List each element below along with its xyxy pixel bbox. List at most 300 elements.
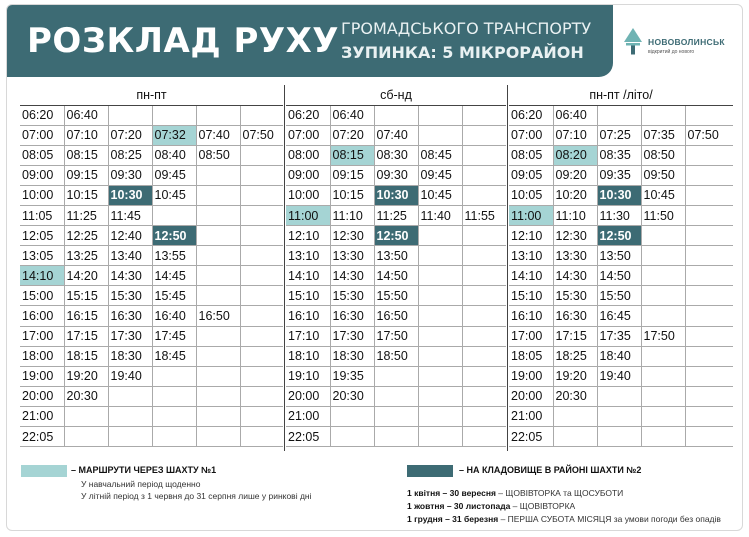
empty-cell [196, 286, 240, 306]
departure-time: 13:10 [286, 246, 330, 266]
departure-time: 07:40 [196, 125, 240, 145]
empty-cell [462, 386, 506, 406]
legend-light-note: У літній період з 1 червня до 31 серпня лише у ринкові дні [81, 491, 312, 501]
departure-time: 16:50 [196, 306, 240, 326]
schedule-row [20, 386, 283, 406]
departure-time: 06:20 [286, 105, 330, 125]
empty-cell [462, 246, 506, 266]
departure-time: 19:20 [553, 366, 597, 386]
empty-cell [196, 326, 240, 346]
departure-time: 13:40 [108, 246, 152, 266]
departure-time: 10:45 [152, 185, 196, 205]
header-band [7, 5, 613, 77]
departure-time: 16:40 [152, 306, 196, 326]
schedule-row [509, 125, 733, 145]
legend-days: – ПЕРША СУБОТА МІСЯЦЯ за умови погоди без опадів [498, 514, 721, 524]
empty-cell [685, 346, 733, 366]
departure-time: 20:30 [553, 386, 597, 406]
legend-light-note: У навчальний період щоденно [81, 479, 201, 489]
empty-cell [597, 427, 641, 447]
legend-light-swatch [21, 465, 67, 477]
schedule-row [286, 406, 506, 426]
schedule-row [286, 326, 506, 346]
empty-cell [418, 266, 462, 286]
departure-time: 06:40 [330, 105, 374, 125]
departure-time: 12:50 [374, 226, 418, 246]
departure-time: 14:10 [286, 266, 330, 286]
empty-cell [374, 386, 418, 406]
departure-time: 15:00 [20, 286, 64, 306]
empty-cell [641, 246, 685, 266]
empty-cell [685, 205, 733, 225]
departure-time: 08:30 [374, 145, 418, 165]
departure-time: 11:00 [509, 205, 553, 225]
departure-time: 08:50 [196, 145, 240, 165]
empty-cell [196, 406, 240, 426]
departure-time: 09:05 [509, 165, 553, 185]
departure-time: 13:50 [374, 246, 418, 266]
legend-days: – ЩОВІВТОРКА [510, 501, 576, 511]
departure-time: 07:25 [597, 125, 641, 145]
empty-cell [196, 346, 240, 366]
departure-time: 18:15 [64, 346, 108, 366]
departure-time: 15:10 [509, 286, 553, 306]
departure-time: 22:05 [509, 427, 553, 447]
departure-time: 12:40 [108, 226, 152, 246]
departure-time: 13:55 [152, 246, 196, 266]
departure-time: 15:30 [330, 286, 374, 306]
departure-time: 08:20 [553, 145, 597, 165]
departure-time: 08:00 [286, 145, 330, 165]
column-heading: пн-пт [20, 85, 283, 105]
empty-cell [240, 205, 283, 225]
schedule-row [286, 105, 506, 125]
departure-time: 07:40 [374, 125, 418, 145]
empty-cell [641, 306, 685, 326]
empty-cell [240, 165, 283, 185]
schedule-row [286, 266, 506, 286]
schedule-row [509, 366, 733, 386]
departure-time: 18:40 [597, 346, 641, 366]
legend-dark-note [407, 488, 623, 498]
legend-light-label: – МАРШРУТИ ЧЕРЕЗ ШАХТУ №1 [71, 465, 217, 475]
departure-time: 12:30 [553, 226, 597, 246]
departure-time: 15:45 [152, 286, 196, 306]
departure-time: 19:10 [286, 366, 330, 386]
departure-time: 14:30 [330, 266, 374, 286]
column-divider [284, 85, 285, 451]
departure-time: 18:25 [553, 346, 597, 366]
departure-time: 20:30 [330, 386, 374, 406]
empty-cell [152, 406, 196, 426]
departure-time: 10:05 [509, 185, 553, 205]
logo-tagline: відкритий до нового [648, 49, 695, 55]
departure-time: 06:40 [553, 105, 597, 125]
empty-cell [152, 205, 196, 225]
departure-time: 19:20 [64, 366, 108, 386]
departure-time: 07:20 [108, 125, 152, 145]
schedule-row [286, 145, 506, 165]
departure-time: 15:10 [286, 286, 330, 306]
departure-time: 07:35 [641, 125, 685, 145]
departure-time: 14:50 [374, 266, 418, 286]
empty-cell [196, 266, 240, 286]
empty-cell [462, 125, 506, 145]
schedule-row [509, 205, 733, 225]
empty-cell [418, 427, 462, 447]
departure-time: 09:15 [64, 165, 108, 185]
departure-time: 14:50 [597, 266, 641, 286]
empty-cell [196, 427, 240, 447]
empty-cell [196, 386, 240, 406]
empty-cell [597, 386, 641, 406]
empty-cell [418, 386, 462, 406]
empty-cell [462, 346, 506, 366]
legend-dark-label: – НА КЛАДОВИЩЕ В РАЙОНІ ШАХТИ №2 [459, 465, 642, 475]
schedule-row [20, 145, 283, 165]
schedule-row [286, 165, 506, 185]
departure-time: 13:50 [597, 246, 641, 266]
schedule-row [20, 427, 283, 447]
empty-cell [418, 105, 462, 125]
departure-time: 13:30 [330, 246, 374, 266]
departure-time: 17:10 [286, 326, 330, 346]
schedule-row [20, 266, 283, 286]
departure-time: 17:00 [509, 326, 553, 346]
empty-cell [240, 326, 283, 346]
empty-cell [641, 386, 685, 406]
departure-time: 11:25 [374, 205, 418, 225]
empty-cell [64, 406, 108, 426]
departure-time: 08:05 [509, 145, 553, 165]
schedule-row [286, 386, 506, 406]
empty-cell [418, 286, 462, 306]
departure-time: 19:00 [20, 366, 64, 386]
schedule-row [20, 366, 283, 386]
departure-time: 14:10 [509, 266, 553, 286]
empty-cell [462, 165, 506, 185]
schedule-row [509, 226, 733, 246]
departure-time: 11:45 [108, 205, 152, 225]
departure-time: 10:30 [597, 185, 641, 205]
departure-time: 15:30 [108, 286, 152, 306]
departure-time: 10:45 [418, 185, 462, 205]
departure-time: 08:15 [64, 145, 108, 165]
departure-time: 18:45 [152, 346, 196, 366]
empty-cell [196, 185, 240, 205]
departure-time: 07:20 [330, 125, 374, 145]
departure-time: 07:32 [152, 125, 196, 145]
departure-time: 08:05 [20, 145, 64, 165]
subtitle-transport: ГРОМАДСЬКОГО ТРАНСПОРТУ [341, 19, 592, 38]
empty-cell [685, 386, 733, 406]
schedule-row [20, 326, 283, 346]
empty-cell [641, 286, 685, 306]
empty-cell [685, 326, 733, 346]
column-divider [507, 85, 508, 451]
departure-time: 17:00 [20, 326, 64, 346]
empty-cell [152, 105, 196, 125]
empty-cell [685, 165, 733, 185]
departure-time: 18:10 [286, 346, 330, 366]
empty-cell [240, 145, 283, 165]
departure-time: 08:35 [597, 145, 641, 165]
schedule-row [20, 306, 283, 326]
empty-cell [374, 366, 418, 386]
schedule-row [286, 125, 506, 145]
departure-time: 11:55 [462, 205, 506, 225]
departure-time: 17:15 [553, 326, 597, 346]
departure-time: 13:25 [64, 246, 108, 266]
schedule-row [20, 286, 283, 306]
departure-time: 22:05 [286, 427, 330, 447]
schedule-row [509, 406, 733, 426]
departure-time: 14:45 [152, 266, 196, 286]
departure-time: 16:10 [286, 306, 330, 326]
empty-cell [462, 226, 506, 246]
legend-dark-note [407, 514, 721, 524]
schedule-row [509, 286, 733, 306]
schedule-row [509, 246, 733, 266]
departure-time: 17:15 [64, 326, 108, 346]
departure-time: 19:40 [108, 366, 152, 386]
schedule-weekend [286, 85, 506, 447]
empty-cell [553, 406, 597, 426]
departure-time: 12:25 [64, 226, 108, 246]
departure-time: 10:00 [20, 185, 64, 205]
departure-time: 06:40 [64, 105, 108, 125]
empty-cell [108, 105, 152, 125]
departure-time: 20:30 [64, 386, 108, 406]
schedule-row [20, 125, 283, 145]
empty-cell [553, 427, 597, 447]
empty-cell [685, 427, 733, 447]
empty-cell [330, 427, 374, 447]
departure-time: 07:50 [685, 125, 733, 145]
departure-time: 16:30 [330, 306, 374, 326]
empty-cell [641, 427, 685, 447]
empty-cell [641, 406, 685, 426]
empty-cell [64, 427, 108, 447]
subtitle-stop: ЗУПИНКА: 5 МІКРОРАЙОН [341, 43, 584, 62]
empty-cell [374, 105, 418, 125]
empty-cell [240, 366, 283, 386]
empty-cell [374, 406, 418, 426]
departure-time: 08:50 [641, 145, 685, 165]
departure-time: 07:00 [20, 125, 64, 145]
empty-cell [152, 386, 196, 406]
departure-time: 09:00 [20, 165, 64, 185]
schedule-weekdays-summer [509, 85, 733, 447]
column-heading: пн-пт /літо/ [509, 85, 733, 105]
departure-time: 18:30 [330, 346, 374, 366]
departure-time: 11:10 [330, 205, 374, 225]
empty-cell [462, 306, 506, 326]
empty-cell [240, 105, 283, 125]
logo-name: НОВОВОЛИНСЬК [648, 37, 725, 47]
departure-time: 17:30 [108, 326, 152, 346]
departure-time: 15:30 [553, 286, 597, 306]
schedule-row [20, 246, 283, 266]
empty-cell [418, 246, 462, 266]
empty-cell [196, 366, 240, 386]
departure-time: 10:00 [286, 185, 330, 205]
departure-time: 12:05 [20, 226, 64, 246]
departure-time: 10:30 [374, 185, 418, 205]
departure-time: 12:50 [152, 226, 196, 246]
departure-time: 16:45 [597, 306, 641, 326]
departure-time: 17:30 [330, 326, 374, 346]
empty-cell [418, 366, 462, 386]
schedule-row [286, 427, 506, 447]
departure-time: 09:30 [108, 165, 152, 185]
departure-time: 18:05 [509, 346, 553, 366]
schedule-row [509, 185, 733, 205]
empty-cell [196, 226, 240, 246]
empty-cell [462, 427, 506, 447]
schedule-row [286, 185, 506, 205]
departure-time: 08:45 [418, 145, 462, 165]
schedule-row [286, 205, 506, 225]
empty-cell [418, 326, 462, 346]
departure-time: 12:50 [597, 226, 641, 246]
empty-cell [374, 427, 418, 447]
departure-time: 11:10 [553, 205, 597, 225]
departure-time: 14:20 [64, 266, 108, 286]
empty-cell [685, 226, 733, 246]
departure-time: 12:10 [509, 226, 553, 246]
empty-cell [685, 306, 733, 326]
empty-cell [196, 246, 240, 266]
departure-time: 17:50 [641, 326, 685, 346]
schedule-row [286, 286, 506, 306]
empty-cell [240, 306, 283, 326]
empty-cell [462, 145, 506, 165]
city-logo-icon [621, 27, 645, 57]
departure-time: 13:30 [553, 246, 597, 266]
departure-time: 11:40 [418, 205, 462, 225]
empty-cell [418, 346, 462, 366]
departure-time: 11:00 [286, 205, 330, 225]
departure-time: 20:00 [20, 386, 64, 406]
schedule-row [286, 246, 506, 266]
legend-period: 1 квітня – 30 вересня [407, 488, 496, 498]
departure-time: 07:00 [286, 125, 330, 145]
departure-time: 21:00 [20, 406, 64, 426]
empty-cell [418, 306, 462, 326]
empty-cell [196, 205, 240, 225]
legend-days: – ЩОВІВТОРКА та ЩОСУБОТИ [495, 488, 624, 498]
departure-time: 10:15 [64, 185, 108, 205]
empty-cell [641, 226, 685, 246]
empty-cell [685, 246, 733, 266]
departure-time: 12:10 [286, 226, 330, 246]
departure-time: 19:40 [597, 366, 641, 386]
schedule-row [509, 326, 733, 346]
empty-cell [597, 105, 641, 125]
departure-time: 09:30 [374, 165, 418, 185]
departure-time: 16:30 [553, 306, 597, 326]
empty-cell [240, 406, 283, 426]
empty-cell [641, 105, 685, 125]
departure-time: 08:40 [152, 145, 196, 165]
departure-time: 09:45 [418, 165, 462, 185]
empty-cell [152, 366, 196, 386]
empty-cell [685, 266, 733, 286]
departure-time: 11:25 [64, 205, 108, 225]
departure-time: 07:50 [240, 125, 283, 145]
departure-time: 10:45 [641, 185, 685, 205]
schedule-row [509, 427, 733, 447]
departure-time: 16:15 [64, 306, 108, 326]
departure-time: 18:00 [20, 346, 64, 366]
empty-cell [240, 386, 283, 406]
departure-time: 10:20 [553, 185, 597, 205]
departure-time: 11:05 [20, 205, 64, 225]
empty-cell [462, 406, 506, 426]
empty-cell [641, 266, 685, 286]
departure-time: 19:35 [330, 366, 374, 386]
departure-time: 16:10 [509, 306, 553, 326]
empty-cell [240, 346, 283, 366]
empty-cell [108, 406, 152, 426]
departure-time: 18:50 [374, 346, 418, 366]
departure-time: 09:35 [597, 165, 641, 185]
schedule-row [509, 386, 733, 406]
departure-time: 14:30 [553, 266, 597, 286]
departure-time: 09:50 [641, 165, 685, 185]
empty-cell [462, 366, 506, 386]
departure-time: 06:20 [509, 105, 553, 125]
empty-cell [330, 406, 374, 426]
empty-cell [597, 406, 641, 426]
empty-cell [240, 266, 283, 286]
departure-time: 14:10 [20, 266, 64, 286]
schedule-row [20, 165, 283, 185]
empty-cell [240, 286, 283, 306]
empty-cell [462, 266, 506, 286]
empty-cell [685, 286, 733, 306]
departure-time: 09:00 [286, 165, 330, 185]
legend-dark-note [407, 501, 575, 511]
schedule-row [509, 266, 733, 286]
legend-period: 1 грудня – 31 березня [407, 514, 499, 524]
empty-cell [240, 226, 283, 246]
page-title: РОЗКЛАД РУХУ [27, 21, 339, 61]
departure-time: 14:30 [108, 266, 152, 286]
schedule-poster [6, 4, 743, 531]
schedule-row [286, 366, 506, 386]
empty-cell [641, 366, 685, 386]
empty-cell [685, 145, 733, 165]
empty-cell [685, 185, 733, 205]
departure-time: 08:15 [330, 145, 374, 165]
departure-time: 22:05 [20, 427, 64, 447]
departure-time: 11:50 [641, 205, 685, 225]
empty-cell [685, 105, 733, 125]
empty-cell [418, 226, 462, 246]
departure-time: 15:50 [597, 286, 641, 306]
departure-time: 07:10 [553, 125, 597, 145]
departure-time: 16:30 [108, 306, 152, 326]
departure-time: 16:00 [20, 306, 64, 326]
empty-cell [108, 386, 152, 406]
departure-time: 20:00 [286, 386, 330, 406]
departure-time: 13:05 [20, 246, 64, 266]
departure-time: 09:15 [330, 165, 374, 185]
departure-time: 18:30 [108, 346, 152, 366]
empty-cell [418, 406, 462, 426]
